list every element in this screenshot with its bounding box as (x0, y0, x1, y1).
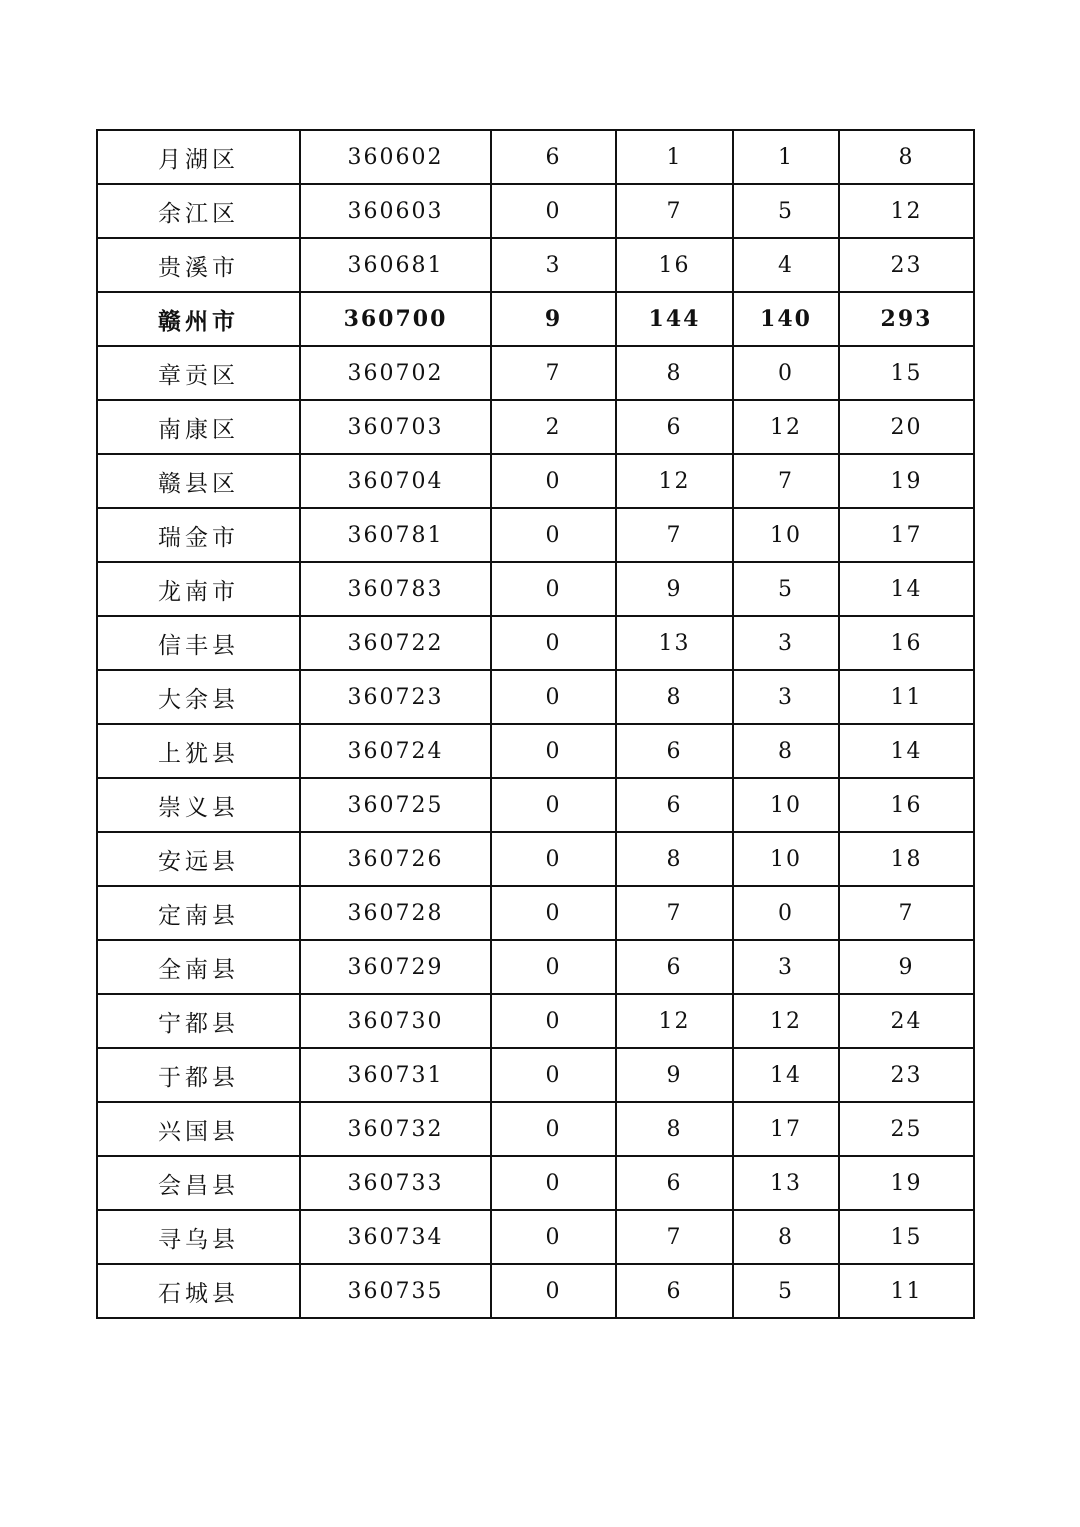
count-col-1-cell: 0 (491, 562, 616, 616)
region-name-cell: 定南县 (97, 886, 300, 940)
region-code-cell: 360722 (300, 616, 491, 670)
count-col-3-cell: 8 (733, 1210, 839, 1264)
region-name-cell: 寻乌县 (97, 1210, 300, 1264)
count-col-2-cell: 7 (616, 1210, 733, 1264)
region-name-cell: 赣州市 (97, 292, 300, 346)
table-row (97, 238, 974, 292)
count-col-2-cell: 9 (616, 562, 733, 616)
count-col-3-cell: 3 (733, 670, 839, 724)
count-col-3-cell: 0 (733, 886, 839, 940)
region-name-cell: 上犹县 (97, 724, 300, 778)
count-col-2-cell: 8 (616, 346, 733, 400)
region-code-cell: 360730 (300, 994, 491, 1048)
region-code-cell: 360732 (300, 1102, 491, 1156)
table-row (97, 346, 974, 400)
table-row (97, 1210, 974, 1264)
count-col-3-cell: 7 (733, 454, 839, 508)
region-name-cell: 于都县 (97, 1048, 300, 1102)
table-row (97, 508, 974, 562)
region-name-cell: 贵溪市 (97, 238, 300, 292)
total-cell: 19 (839, 1156, 974, 1210)
region-name-cell: 会昌县 (97, 1156, 300, 1210)
region-code-cell: 360781 (300, 508, 491, 562)
count-col-2-cell: 8 (616, 1102, 733, 1156)
count-col-1-cell: 0 (491, 508, 616, 562)
count-col-3-cell: 8 (733, 724, 839, 778)
count-col-2-cell: 144 (616, 292, 733, 346)
count-col-1-cell: 0 (491, 724, 616, 778)
count-col-2-cell: 12 (616, 454, 733, 508)
count-col-2-cell: 9 (616, 1048, 733, 1102)
count-col-1-cell: 0 (491, 940, 616, 994)
table-row-subtotal (97, 292, 974, 346)
count-col-1-cell: 6 (491, 130, 616, 184)
count-col-3-cell: 17 (733, 1102, 839, 1156)
region-code-cell: 360729 (300, 940, 491, 994)
count-col-1-cell: 7 (491, 346, 616, 400)
count-col-2-cell: 6 (616, 940, 733, 994)
count-col-3-cell: 0 (733, 346, 839, 400)
region-name-cell: 宁都县 (97, 994, 300, 1048)
count-col-3-cell: 5 (733, 184, 839, 238)
count-col-3-cell: 3 (733, 616, 839, 670)
count-col-1-cell: 0 (491, 832, 616, 886)
table-row (97, 130, 974, 184)
table-row (97, 616, 974, 670)
region-name-cell: 龙南市 (97, 562, 300, 616)
region-code-cell: 360704 (300, 454, 491, 508)
count-col-3-cell: 13 (733, 1156, 839, 1210)
count-col-2-cell: 6 (616, 1156, 733, 1210)
region-name-cell: 瑞金市 (97, 508, 300, 562)
table-row (97, 562, 974, 616)
total-cell: 7 (839, 886, 974, 940)
total-cell: 15 (839, 346, 974, 400)
count-col-1-cell: 0 (491, 1156, 616, 1210)
table-row (97, 886, 974, 940)
count-col-2-cell: 13 (616, 616, 733, 670)
count-col-2-cell: 6 (616, 778, 733, 832)
total-cell: 15 (839, 1210, 974, 1264)
region-code-cell: 360681 (300, 238, 491, 292)
count-col-1-cell: 0 (491, 616, 616, 670)
table-row (97, 454, 974, 508)
total-cell: 23 (839, 1048, 974, 1102)
count-col-1-cell: 0 (491, 454, 616, 508)
total-cell: 14 (839, 562, 974, 616)
region-name-cell: 信丰县 (97, 616, 300, 670)
region-name-cell: 安远县 (97, 832, 300, 886)
table-row (97, 778, 974, 832)
count-col-2-cell: 7 (616, 886, 733, 940)
region-name-cell: 月湖区 (97, 130, 300, 184)
table-row (97, 940, 974, 994)
total-cell: 293 (839, 292, 974, 346)
count-col-2-cell: 6 (616, 724, 733, 778)
total-cell: 8 (839, 130, 974, 184)
count-col-3-cell: 10 (733, 778, 839, 832)
region-code-cell: 360700 (300, 292, 491, 346)
total-cell: 9 (839, 940, 974, 994)
region-name-cell: 大余县 (97, 670, 300, 724)
region-code-cell: 360724 (300, 724, 491, 778)
region-code-cell: 360725 (300, 778, 491, 832)
count-col-1-cell: 0 (491, 184, 616, 238)
region-code-cell: 360735 (300, 1264, 491, 1318)
region-name-cell: 石城县 (97, 1264, 300, 1318)
total-cell: 17 (839, 508, 974, 562)
count-col-2-cell: 6 (616, 1264, 733, 1318)
count-col-1-cell: 0 (491, 1102, 616, 1156)
region-code-cell: 360726 (300, 832, 491, 886)
region-name-cell: 赣县区 (97, 454, 300, 508)
count-col-2-cell: 1 (616, 130, 733, 184)
total-cell: 20 (839, 400, 974, 454)
count-col-1-cell: 0 (491, 778, 616, 832)
region-code-cell: 360723 (300, 670, 491, 724)
count-col-2-cell: 12 (616, 994, 733, 1048)
count-col-1-cell: 2 (491, 400, 616, 454)
total-cell: 11 (839, 670, 974, 724)
count-col-2-cell: 7 (616, 508, 733, 562)
count-col-1-cell: 0 (491, 1264, 616, 1318)
table-row (97, 400, 974, 454)
region-code-cell: 360734 (300, 1210, 491, 1264)
count-col-3-cell: 12 (733, 400, 839, 454)
count-col-1-cell: 0 (491, 1210, 616, 1264)
count-col-2-cell: 6 (616, 400, 733, 454)
count-col-1-cell: 0 (491, 670, 616, 724)
count-col-2-cell: 16 (616, 238, 733, 292)
region-code-cell: 360703 (300, 400, 491, 454)
count-col-2-cell: 8 (616, 832, 733, 886)
count-col-3-cell: 3 (733, 940, 839, 994)
count-col-1-cell: 9 (491, 292, 616, 346)
region-code-cell: 360728 (300, 886, 491, 940)
total-cell: 24 (839, 994, 974, 1048)
table-row (97, 724, 974, 778)
total-cell: 14 (839, 724, 974, 778)
region-code-cell: 360783 (300, 562, 491, 616)
region-name-cell: 兴国县 (97, 1102, 300, 1156)
count-col-3-cell: 12 (733, 994, 839, 1048)
table-row (97, 1102, 974, 1156)
region-name-cell: 南康区 (97, 400, 300, 454)
count-col-3-cell: 14 (733, 1048, 839, 1102)
count-col-1-cell: 0 (491, 886, 616, 940)
total-cell: 19 (839, 454, 974, 508)
region-name-cell: 余江区 (97, 184, 300, 238)
total-cell: 16 (839, 616, 974, 670)
total-cell: 16 (839, 778, 974, 832)
total-cell: 23 (839, 238, 974, 292)
region-code-cell: 360602 (300, 130, 491, 184)
region-code-cell: 360603 (300, 184, 491, 238)
total-cell: 25 (839, 1102, 974, 1156)
count-col-3-cell: 1 (733, 130, 839, 184)
total-cell: 11 (839, 1264, 974, 1318)
table-row (97, 1156, 974, 1210)
region-code-cell: 360702 (300, 346, 491, 400)
table-row (97, 184, 974, 238)
table-row (97, 1048, 974, 1102)
table-body (97, 130, 974, 1318)
region-code-cell: 360731 (300, 1048, 491, 1102)
total-cell: 18 (839, 832, 974, 886)
count-col-3-cell: 4 (733, 238, 839, 292)
count-col-2-cell: 8 (616, 670, 733, 724)
table-row (97, 1264, 974, 1318)
region-code-cell: 360733 (300, 1156, 491, 1210)
count-col-1-cell: 0 (491, 994, 616, 1048)
region-name-cell: 崇义县 (97, 778, 300, 832)
count-col-1-cell: 3 (491, 238, 616, 292)
count-col-3-cell: 140 (733, 292, 839, 346)
count-col-3-cell: 10 (733, 508, 839, 562)
count-col-3-cell: 10 (733, 832, 839, 886)
table-row (97, 832, 974, 886)
table-row (97, 994, 974, 1048)
total-cell: 12 (839, 184, 974, 238)
count-col-3-cell: 5 (733, 1264, 839, 1318)
count-col-3-cell: 5 (733, 562, 839, 616)
region-name-cell: 章贡区 (97, 346, 300, 400)
data-table (96, 129, 975, 1319)
region-name-cell: 全南县 (97, 940, 300, 994)
count-col-2-cell: 7 (616, 184, 733, 238)
table-row (97, 670, 974, 724)
count-col-1-cell: 0 (491, 1048, 616, 1102)
